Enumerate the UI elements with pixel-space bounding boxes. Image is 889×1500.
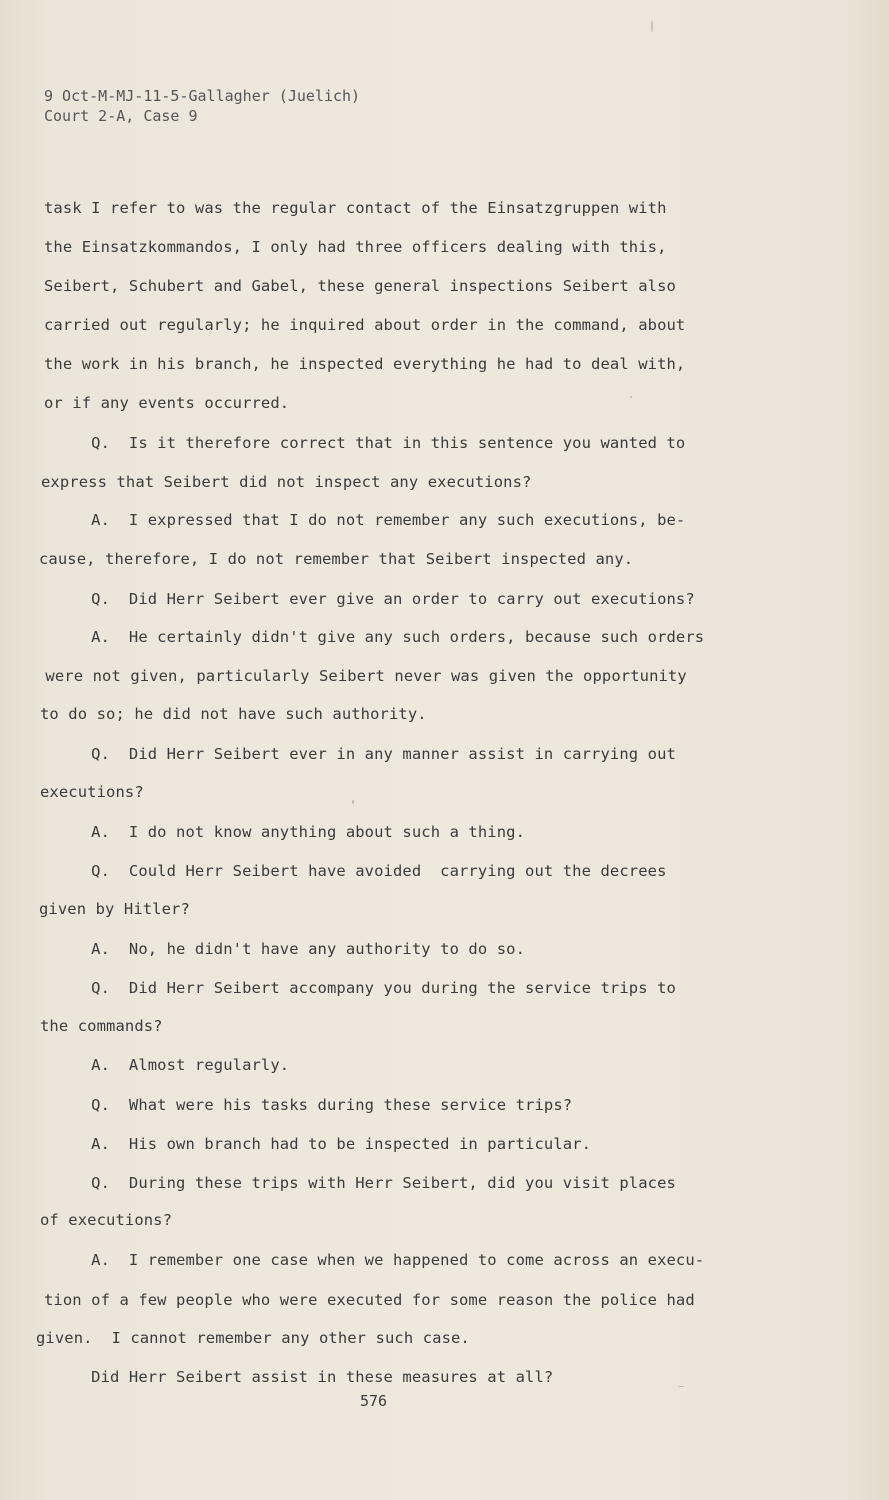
transcript-line: task I refer to was the regular contact of the Einsatzgruppen with xyxy=(44,199,667,217)
transcript-line: tion of a few people who were executed for some reason the police had xyxy=(44,1291,695,1309)
transcript-line: Seibert, Schubert and Gabel, these general inspections Seibert also xyxy=(44,277,676,295)
transcript-line: executions? xyxy=(40,783,144,801)
transcript-line: A. Almost regularly. xyxy=(44,1056,290,1074)
transcript-line: cause, therefore, I do not remember that Seibert inspected any. xyxy=(39,550,634,568)
transcript-line: A. I do not know anything about such a thing. xyxy=(44,823,526,841)
transcript-line: Q. Did Herr Seibert ever give an order to carry out executions? xyxy=(44,590,695,608)
transcript-line: given by Hitler? xyxy=(39,900,190,918)
transcript-line: the Einsatzkommandos, I only had three officers dealing with this, xyxy=(44,238,667,256)
transcript-line: the work in his branch, he inspected everything he had to deal with, xyxy=(44,355,686,373)
transcript-line: A. No, he didn't have any authority to do so. xyxy=(44,940,526,958)
transcript-line: were not given, particularly Seibert never was given the opportunity xyxy=(36,667,687,685)
header-line-1: 9 Oct-M-MJ-11-5-Gallagher (Juelich) xyxy=(44,87,361,105)
transcript-line: A. I expressed that I do not remember any such executions, be- xyxy=(44,511,686,529)
transcript-line: A. I remember one case when we happened to come across an execu- xyxy=(44,1251,705,1269)
transcript-line: given. I cannot remember any other such case. xyxy=(36,1329,470,1347)
transcript-line: Q. During these trips with Herr Seibert, did you visit places xyxy=(44,1174,676,1192)
transcript-line: Q. Could Herr Seibert have avoided carrying out the decrees xyxy=(44,862,667,880)
transcript-line: A. He certainly didn't give any such orders, because such orders xyxy=(44,628,705,646)
transcript-line: carried out regularly; he inquired about order in the command, about xyxy=(44,316,686,334)
paper-speck xyxy=(678,1386,684,1387)
transcript-line: to do so; he did not have such authority. xyxy=(40,705,427,723)
document-header xyxy=(44,86,360,126)
transcript-line: Q. Did Herr Seibert accompany you during the service trips to xyxy=(44,979,676,997)
transcript-line: Q. Is it therefore correct that in this sentence you wanted to xyxy=(44,434,686,452)
transcript-line: the commands? xyxy=(40,1017,163,1035)
transcript-line: Q. Did Herr Seibert ever in any manner assist in carrying out xyxy=(44,745,676,763)
paper-speck xyxy=(651,20,653,32)
page-number: 576 xyxy=(360,1392,388,1410)
header-line-2: Court 2-A, Case 9 xyxy=(44,107,198,125)
transcript-line: express that Seibert did not inspect any executions? xyxy=(41,473,532,491)
transcript-line: Q. What were his tasks during these service trips? xyxy=(44,1096,573,1114)
transcript-line: Did Herr Seibert assist in these measures at all? xyxy=(44,1368,554,1386)
paper-speck xyxy=(352,800,354,804)
paper-speck xyxy=(630,396,632,398)
transcript-line: or if any events occurred. xyxy=(44,394,290,412)
transcript-line: of executions? xyxy=(40,1211,173,1229)
transcript-line: A. His own branch had to be inspected in particular. xyxy=(44,1135,592,1153)
